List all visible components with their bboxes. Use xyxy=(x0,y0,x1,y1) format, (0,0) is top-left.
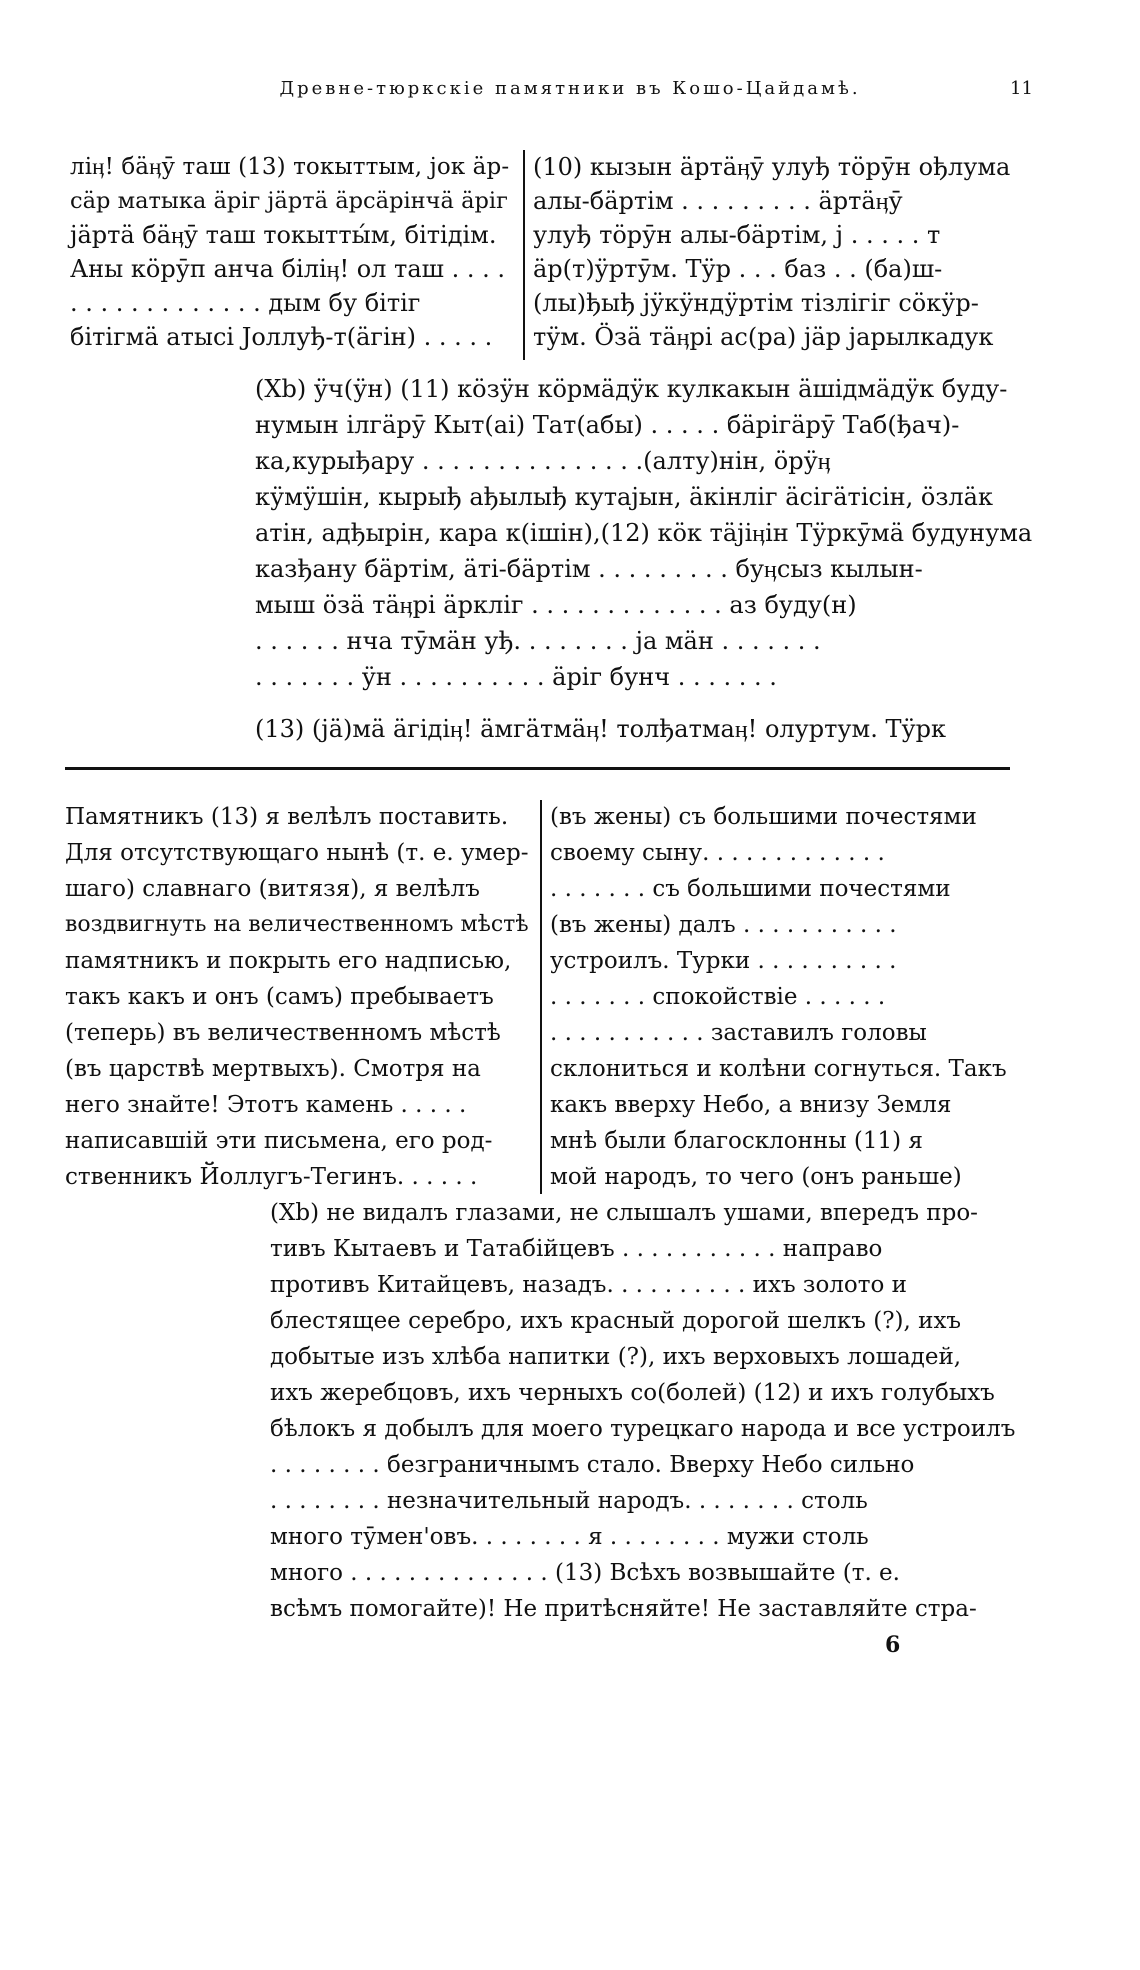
russian-body-line: . . . . . . . . незначительный народъ. . . . . . . . столь xyxy=(270,1488,868,1514)
russian-body-line: противъ Китайцевъ, назадъ. . . . . . . . . . ихъ золото и xyxy=(270,1272,907,1298)
russian-body-line: тивъ Кытаевъ и Татабійцевъ . . . . . . . . . . . направо xyxy=(270,1236,883,1262)
russian-right-line: мой народъ, то чего (онъ раньше) xyxy=(550,1164,962,1190)
russian-left-line: него знайте! Этотъ камень . . . . . xyxy=(65,1092,467,1118)
turkic-right-line: ӓр(т)ӱртӯм. Тӱр . . . баз . . (ба)ш- xyxy=(533,255,943,283)
russian-left-line: написавшій эти письмена, его род- xyxy=(65,1128,493,1154)
russian-right-line: склониться и колѣни согнуться. Такъ xyxy=(550,1056,1007,1082)
turkic-left-line: бітігмӓ атысі Јоллуђ-т(ӓгін) . . . . . xyxy=(70,323,493,351)
russian-left-line: памятникъ и покрыть его надписью, xyxy=(65,948,512,974)
turkic-body-line: мыш ӧзӓ тӓӊрі ӓркліг . . . . . . . . . . . . . аз буду(н) xyxy=(255,591,857,619)
turkic-body-line: ка,курыђару . . . . . . . . . . . . . . .(алту)нін, ӧрӱӊ xyxy=(255,447,831,475)
russian-body-line: бѣлокъ я добылъ для моего турецкаго народа и все устроилъ xyxy=(270,1416,1016,1442)
turkic-body-line: кӱмӱшін, кырыђ ађылыђ кутајын, ӓкінліг ӓсігӓтісін, ӧзлӓк xyxy=(255,483,993,511)
russian-left-line: воздвигнуть на величественномъ мѣстѣ xyxy=(65,912,529,937)
russian-left-line: (въ царствѣ мертвыхъ). Смотря на xyxy=(65,1056,481,1082)
russian-right-line: . . . . . . . . . . . заставилъ головы xyxy=(550,1020,927,1046)
russian-right-line: . . . . . . . спокойствіе . . . . . . xyxy=(550,984,886,1010)
turkic-right-line: улуђ тӧрӯн алы-бӓртім, ј . . . . . т xyxy=(533,221,941,249)
russian-right-line: (въ жены) съ большими почестями xyxy=(550,804,977,830)
russian-body-line: ихъ жеребцовъ, ихъ черныхъ со(болей) (12) и ихъ голубыхъ xyxy=(270,1380,995,1406)
turkic-right-line: (лы)ђыђ јӱкӱндӱртім тізлігіг сӧкӱр- xyxy=(533,289,979,317)
turkic-left-line: јӓртӓ бӓӊӯ таш токытты́м, бітідім. xyxy=(70,221,497,249)
turkic-left-line: сӓр матыка ӓріг јӓртӓ ӓрсӓрінчӓ ӓріг xyxy=(70,188,508,214)
russian-left-line: Для отсутствующаго нынѣ (т. е. умер- xyxy=(65,840,529,866)
folio-number: 11 xyxy=(1010,78,1033,99)
russian-body-line: . . . . . . . . безграничнымъ стало. Вверху Небо сильно xyxy=(270,1452,915,1478)
section-separator xyxy=(65,767,1010,770)
russian-left-line: такъ какъ и онъ (самъ) пребываетъ xyxy=(65,984,494,1010)
russian-column-divider xyxy=(540,800,542,1194)
turkic-right-line: алы-бӓртім . . . . . . . . . ӓртӓӊӯ xyxy=(533,187,903,215)
running-header: Древне-тюркскіе памятники въ Кошо-Цайдамѣ. xyxy=(279,78,861,99)
russian-right-line: какъ вверху Небо, а внизу Земля xyxy=(550,1092,952,1118)
russian-left-line: шаго) славнаго (витязя), я велѣлъ xyxy=(65,876,480,902)
turkic-body-line: . . . . . . нча тӯмӓн уђ. . . . . . . . ја мӓн . . . . . . . xyxy=(255,627,821,655)
russian-body-line: блестящее серебро, ихъ красный дорогой шелкъ (?), ихъ xyxy=(270,1308,962,1334)
russian-right-line: своему сыну. . . . . . . . . . . . . xyxy=(550,840,885,866)
russian-body-line: добытые изъ хлѣба напитки (?), ихъ верховыхъ лошадей, xyxy=(270,1344,962,1370)
russian-right-line: мнѣ были благосклонны (11) я xyxy=(550,1128,923,1154)
russian-right-line: (въ жены) далъ . . . . . . . . . . . xyxy=(550,912,897,938)
russian-right-line: . . . . . . . съ большими почестями xyxy=(550,876,951,902)
russian-left-line: Памятникъ (13) я велѣлъ поставить. xyxy=(65,804,509,830)
turkic-column-divider xyxy=(523,150,525,360)
turkic-body-line: (13) (јӓ)мӓ ӓгідіӊ! ӓмгӓтмӓӊ! толђатмаӊ! олуртум. Тӱрк xyxy=(255,715,946,743)
turkic-body-line: . . . . . . . ӱн . . . . . . . . . . ӓріг бунч . . . . . . . xyxy=(255,663,777,691)
turkic-body-line: казђану бӓртім, ӓті-бӓртім . . . . . . . . . буӊсыз кылын- xyxy=(255,555,923,583)
turkic-body-line: (Xb) ӱч(ӱн) (11) кӧзӱн кӧрмӓдӱк кулкакын ӓшідмӓдӱк буду- xyxy=(255,375,1008,403)
turkic-right-line: (10) кызын ӓртӓӊӯ улуђ тӧрӯн ођлума xyxy=(533,153,1011,181)
turkic-left-line: ліӊ! бӓӊӯ таш (13) токыттым, јок ӓр- xyxy=(70,154,510,180)
turkic-left-line: Аны кӧрӯп анча біліӊ! ол таш . . . . xyxy=(70,255,505,283)
russian-body-line: много . . . . . . . . . . . . . . (13) Всѣхъ возвышайте (т. е. xyxy=(270,1560,900,1586)
russian-body-line: всѣмъ помогайте)! Не притѣсняйте! Не заставляйте стра- xyxy=(270,1596,977,1622)
page-number: 6 xyxy=(885,1632,901,1658)
russian-body-line: много тӯмен'овъ. . . . . . . . я . . . . . . . . мужи столь xyxy=(270,1524,869,1550)
russian-body-line: (Xb) не видалъ глазами, не слышалъ ушами, впередъ про- xyxy=(270,1200,978,1226)
turkic-left-line: . . . . . . . . . . . . . дым бу бітіг xyxy=(70,289,421,317)
russian-left-line: (теперь) въ величественномъ мѣстѣ xyxy=(65,1020,501,1046)
turkic-body-line: нумын ілгӓрӯ Кыт(аі) Тат(абы) . . . . . бӓрігӓрӯ Таб(ђач)- xyxy=(255,411,960,439)
russian-left-line: ственникъ Йоллугъ-Тегинъ. . . . . . xyxy=(65,1164,478,1190)
turkic-body-line: атін, адђырін, кара к(ішін),(12) кӧк тӓјіӊін Тӱркӯмӓ будунума xyxy=(255,519,1033,547)
russian-right-line: устроилъ. Турки . . . . . . . . . . xyxy=(550,948,897,974)
turkic-right-line: тӱм. Ӧзӓ тӓӊрі ас(ра) јӓр јарылкадук xyxy=(533,323,994,351)
